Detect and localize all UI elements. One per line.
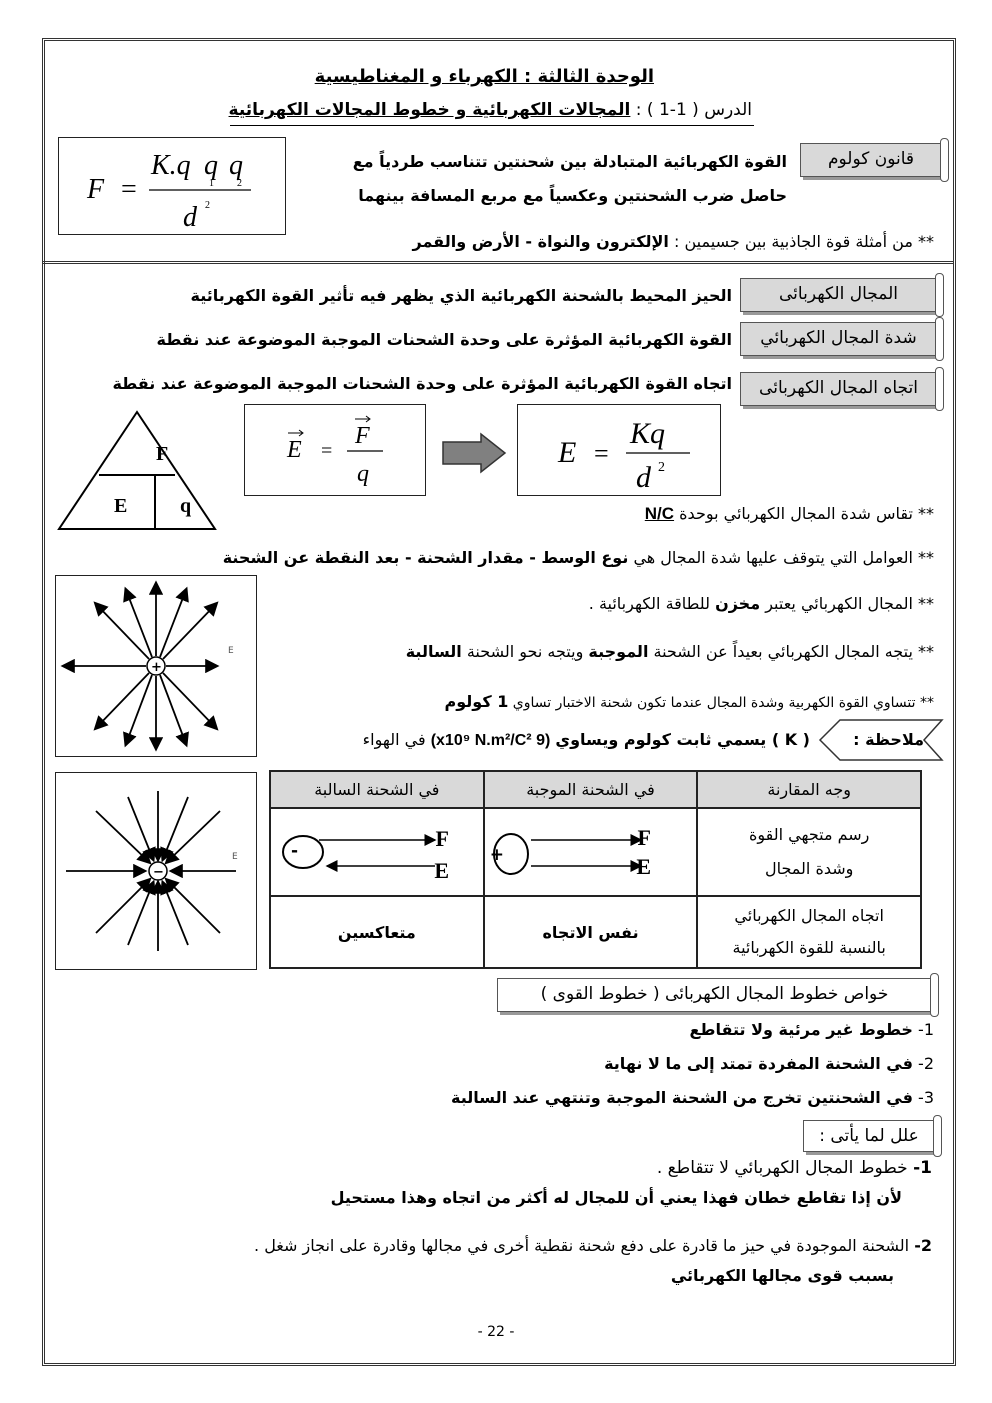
- note-store-suffix: للطاقة الكهربائية .: [588, 594, 710, 613]
- page-number: - 22 -: [477, 1324, 515, 1340]
- note-k-text: ( K ) يسمي ثابت كولوم ويساوي: [555, 730, 810, 749]
- negative-field-lines: [56, 773, 256, 969]
- note-direction: [406, 642, 934, 661]
- formula-e2-den: d: [636, 461, 651, 494]
- formula-e-f-q-box: [244, 404, 426, 496]
- header-negative: في الشحنة السالبة: [270, 771, 484, 808]
- formula-e2-num: Kq: [630, 417, 666, 450]
- property-1-num: 1-: [918, 1020, 934, 1039]
- formula-triangle: [56, 408, 218, 533]
- note-k-value: (9 x10⁹ N.m²/C²): [430, 732, 551, 749]
- table-row: [270, 896, 921, 968]
- property-1: [689, 1020, 934, 1039]
- formula-e-kq-box: [517, 404, 721, 496]
- gravity-examples-list: الإلكترون والنواة - الأرض والقمر: [412, 232, 669, 251]
- positive-field-diagram: [55, 575, 257, 757]
- field-definition: الحيز المحيط بالشحنة الكهربائية الذي يظهر فيه تأثير القوة الكهربائية: [190, 286, 732, 305]
- formula-q2: q: [229, 150, 243, 181]
- note-store-prefix: ** المجال الكهربائي يعتبر: [765, 594, 934, 613]
- note-dir-pos: الموجبة: [588, 642, 649, 661]
- positive-field-lines: [56, 576, 256, 756]
- formula-e-num: F: [355, 423, 370, 449]
- negative-charge-sign: −: [153, 865, 164, 880]
- formula-e-kq: [518, 405, 720, 495]
- lesson-heading: [229, 100, 752, 120]
- reason-q2-num: 2-: [914, 1236, 932, 1255]
- row2-positive: نفس الاتجاه: [484, 896, 698, 968]
- negative-field-label: E: [232, 852, 238, 862]
- note-dir-b: ويتجه نحو الشحنة: [466, 642, 584, 661]
- property-2: [604, 1054, 934, 1073]
- property-3-num: 3-: [918, 1088, 934, 1107]
- comparison-table: [269, 770, 922, 969]
- direction-definition: اتجاه القوة الكهربائية المؤثرة على وحدة الشحنات الموجبة الموضوعة عند نقطة: [112, 374, 732, 393]
- positive-charge-sign: +: [151, 660, 162, 675]
- gravity-examples: [413, 232, 935, 251]
- note-equal: [445, 692, 934, 711]
- formula-F: F: [87, 174, 105, 205]
- property-3-text: في الشحنتين تخرج من الشحنة الموجبة وتنتهي عند السالبة: [451, 1088, 913, 1107]
- note-equal-prefix: ** تتساوي القوة الكهربية وشدة المجال عندما تكون شحنة الاختبار تساوي: [512, 695, 934, 711]
- row1-positive: [484, 808, 698, 896]
- formula-e-lhs: E: [287, 437, 302, 463]
- reason-a1: لأن إذا تقاطع خطان فهذا يعني أن للمجال له أكثر من اتجاه وهذا مستحيل: [330, 1188, 902, 1207]
- label-field-lines-properties: خواص خطوط المجال الكهربائى ( خطوط القوى ): [497, 978, 932, 1012]
- label-reasons: علل لما يأتى :: [803, 1120, 935, 1152]
- header-positive: في الشحنة الموجبة: [484, 771, 698, 808]
- note-store: [589, 594, 934, 613]
- row1-label-line1: رسم متجهي القوة: [748, 825, 870, 844]
- table-header-row: [270, 771, 921, 808]
- label-electric-field: المجال الكهربائى: [740, 278, 937, 312]
- reason-q1-text: خطوط المجال الكهربائي لا تتقاطع .: [656, 1158, 908, 1178]
- property-3: [451, 1088, 934, 1107]
- note-k: [363, 730, 810, 750]
- formula-e-den: q: [357, 461, 369, 487]
- property-2-num: 2-: [918, 1054, 934, 1073]
- row1-label-line2: وشدة المجال: [764, 859, 854, 878]
- formula-sub1: 1: [209, 178, 214, 189]
- block-arrow-icon: [441, 432, 507, 474]
- lesson-underline: [230, 125, 754, 126]
- note-store-word: مخزن: [715, 594, 761, 613]
- coulomb-formula: [59, 138, 285, 234]
- formula-q1: q: [204, 150, 218, 181]
- row2-label: [697, 896, 921, 968]
- table-row: [270, 808, 921, 896]
- property-2-text: في الشحنة المفردة تمتد إلى ما لا نهاية: [604, 1054, 913, 1073]
- positive-field-label: E: [228, 646, 234, 656]
- formula-e2-lhs: E: [558, 436, 577, 469]
- lesson-title: المجالات الكهربائية و خطوط المجالات الكهربائية: [228, 100, 631, 120]
- formula-pow: 2: [205, 200, 210, 211]
- formula-sub2: 2: [237, 178, 242, 189]
- note-unit: [645, 504, 934, 524]
- note-factors-prefix: ** العوامل التي يتوقف عليها شدة المجال هي: [633, 548, 934, 567]
- triangle-q: q: [180, 495, 192, 517]
- row1-label: [697, 808, 921, 896]
- reason-q2-text: الشحنة الموجودة في حيز ما قادرة على دفع شحنة نقطية أخرى في مجالها وقادرة على انجاز شغل .: [254, 1236, 910, 1255]
- row2-label-line2: بالنسبة للقوة الكهربائية: [732, 938, 886, 957]
- note-unit-value: N/C: [644, 504, 675, 523]
- note-k-suffix: في الهواء: [362, 730, 426, 749]
- row2-label-line1: اتجاه المجال الكهربائي: [734, 906, 884, 925]
- section-separator: [42, 261, 953, 264]
- label-coulomb-law: قانون كولوم: [800, 143, 942, 177]
- table-neg-E: E: [434, 858, 449, 883]
- table-negative-sign: -: [290, 841, 298, 861]
- coulomb-definition-1: القوة الكهربائية المتبادلة بين شحنتين تتناسب طردياً مع: [352, 152, 787, 171]
- reason-q1: [657, 1158, 932, 1178]
- formula-den: d: [183, 202, 197, 233]
- table-neg-F: F: [435, 826, 449, 851]
- row1-negative: [270, 808, 484, 896]
- formula-e-f-q: [245, 405, 425, 495]
- negative-field-diagram: [55, 772, 257, 970]
- note-factors-list: نوع الوسط - مقدار الشحنة - بعد النقطة عن الشحنة: [222, 548, 629, 567]
- coulomb-definition-2: حاصل ضرب الشحنتين وعكسياً مع مربع المسافة بينهما: [358, 186, 787, 205]
- header-aspect: وجه المقارنة: [697, 771, 921, 808]
- formula-e2-eq: =: [594, 439, 609, 468]
- formula-e2-pow: 2: [658, 460, 665, 475]
- label-field-intensity: شدة المجال الكهربائي: [740, 322, 937, 356]
- note-label: ملاحظة :: [853, 730, 924, 749]
- formula-num: K.q: [151, 150, 191, 181]
- unit-title: الوحدة الثالثة : الكهرباء و المغناطيسية: [314, 66, 654, 87]
- lesson-label: الدرس ( 1-1 ) :: [635, 100, 752, 120]
- note-dir-a: ** يتجه المجال الكهربائي بعيداً عن الشحنة: [653, 642, 934, 661]
- triangle-F: F: [156, 443, 169, 465]
- note-factors: [223, 548, 934, 567]
- reason-q1-num: 1-: [913, 1158, 932, 1178]
- label-field-direction: اتجاه المجال الكهربائى: [740, 372, 937, 406]
- note-unit-text: ** تقاس شدة المجال الكهربائي بوحدة: [679, 504, 934, 523]
- negative-vectors: [277, 810, 477, 890]
- note-dir-neg: السالبة: [405, 642, 462, 661]
- reason-q2: [254, 1236, 932, 1255]
- gravity-examples-prefix: ** من أمثلة قوة الجاذبية بين جسيمين :: [674, 232, 934, 251]
- reason-a2: بسبب قوى مجالها الكهربائي: [670, 1266, 894, 1285]
- table-pos-F: F: [637, 825, 651, 850]
- formula-e-eq: =: [321, 440, 333, 462]
- note-equal-value: 1 كولوم: [444, 692, 509, 711]
- positive-vectors: [491, 810, 691, 890]
- property-1-text: خطوط غير مرئية ولا تتقاطع: [689, 1020, 913, 1039]
- table-pos-E: E: [635, 854, 651, 879]
- intensity-definition: القوة الكهربائية المؤثرة على وحدة الشحنات الموجبة الموضوعة عند نقطة: [156, 330, 732, 349]
- row2-negative: متعاكسين: [270, 896, 484, 968]
- formula-eq: =: [121, 174, 137, 205]
- table-positive-sign: +: [490, 845, 504, 865]
- coulomb-formula-box: [58, 137, 286, 235]
- triangle-E: E: [114, 495, 128, 517]
